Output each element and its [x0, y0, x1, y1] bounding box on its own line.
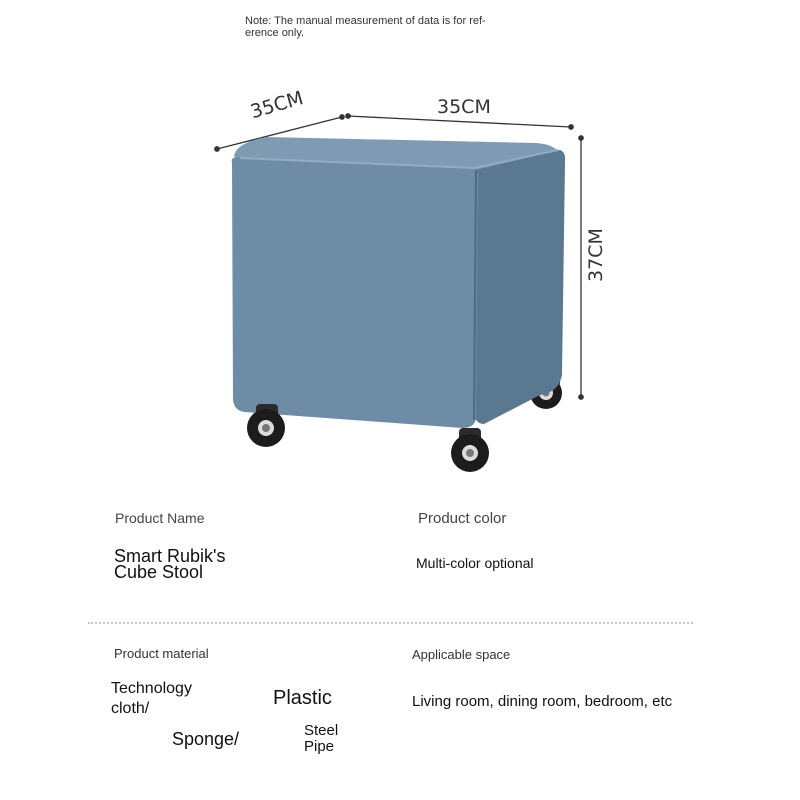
dimension-width-label: 35CM	[248, 87, 306, 124]
material-steel-pipe	[304, 723, 338, 755]
product-color-value: Multi-color optional	[416, 555, 534, 571]
material-item1-line1: Technology	[111, 680, 192, 697]
material-item4-line1: Steel	[304, 722, 339, 739]
product-name-line2: Cube Stool	[114, 562, 204, 582]
product-material-label: Product material	[114, 646, 209, 661]
material-item1-line2: cloth/	[111, 700, 150, 717]
material-technology-cloth	[111, 679, 192, 719]
applicable-space-value: Living room, dining room, bedroom, etc	[412, 693, 673, 710]
section-divider	[88, 622, 693, 624]
dimension-depth-label: 35CM	[437, 96, 491, 118]
measurement-note-line1: Note: The manual measurement of data is for ref-	[245, 15, 486, 27]
material-sponge: Sponge/	[172, 729, 240, 749]
dimension-height-label: 37CM	[585, 228, 607, 282]
product-name-value	[114, 548, 225, 580]
applicable-space-label: Applicable space	[412, 647, 511, 662]
measurement-note-line2: erence only.	[245, 27, 305, 39]
product-color-label: Product color	[418, 510, 507, 527]
product-name-label: Product Name	[115, 510, 205, 526]
caster-front-right	[451, 428, 489, 472]
product-name-line1: Smart Rubik's	[114, 546, 226, 566]
material-plastic: Plastic	[273, 687, 332, 709]
material-item4-line2: Pipe	[304, 738, 335, 755]
stool-body	[232, 137, 565, 428]
